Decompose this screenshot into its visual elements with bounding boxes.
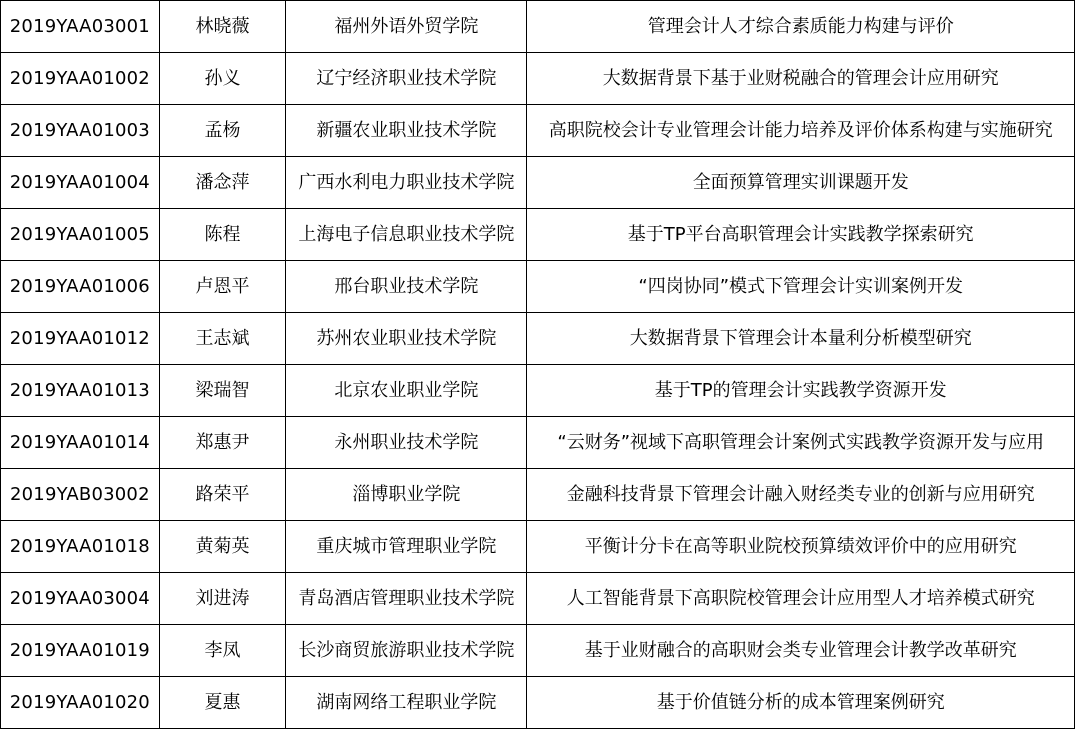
leader-name-cell: 林晓薇 bbox=[159, 1, 286, 53]
project-id-cell: 2019YAB03002 bbox=[1, 469, 160, 521]
project-id-cell: 2019YAA03004 bbox=[1, 573, 160, 625]
institution-cell: 邢台职业技术学院 bbox=[286, 261, 527, 313]
institution-cell: 长沙商贸旅游职业技术学院 bbox=[286, 625, 527, 677]
institution-cell: 重庆城市管理职业学院 bbox=[286, 521, 527, 573]
project-id-cell: 2019YAA01013 bbox=[1, 365, 160, 417]
leader-name-cell: 卢恩平 bbox=[159, 261, 286, 313]
table-row bbox=[1, 53, 1075, 105]
leader-name-cell: 李凤 bbox=[159, 625, 286, 677]
project-id-cell: 2019YAA03001 bbox=[1, 1, 160, 53]
project-title-cell: “四岗协同”模式下管理会计实训案例开发 bbox=[527, 261, 1075, 313]
project-id-cell: 2019YAA01018 bbox=[1, 521, 160, 573]
table-row bbox=[1, 521, 1075, 573]
institution-cell: 广西水利电力职业技术学院 bbox=[286, 157, 527, 209]
institution-cell: 湖南网络工程职业学院 bbox=[286, 677, 527, 729]
project-title-cell: “云财务”视域下高职管理会计案例式实践教学资源开发与应用 bbox=[527, 417, 1075, 469]
project-id-cell: 2019YAA01004 bbox=[1, 157, 160, 209]
table-row bbox=[1, 625, 1075, 677]
project-title-cell: 全面预算管理实训课题开发 bbox=[527, 157, 1075, 209]
project-title-cell: 基于TP的管理会计实践教学资源开发 bbox=[527, 365, 1075, 417]
institution-cell: 北京农业职业学院 bbox=[286, 365, 527, 417]
table-row bbox=[1, 261, 1075, 313]
project-id-cell: 2019YAA01003 bbox=[1, 105, 160, 157]
table-row bbox=[1, 677, 1075, 729]
leader-name-cell: 梁瑞智 bbox=[159, 365, 286, 417]
institution-cell: 辽宁经济职业技术学院 bbox=[286, 53, 527, 105]
table-row bbox=[1, 365, 1075, 417]
project-id-cell: 2019YAA01005 bbox=[1, 209, 160, 261]
table-row bbox=[1, 209, 1075, 261]
leader-name-cell: 潘念萍 bbox=[159, 157, 286, 209]
project-title-cell: 基于价值链分析的成本管理案例研究 bbox=[527, 677, 1075, 729]
leader-name-cell: 夏惠 bbox=[159, 677, 286, 729]
institution-cell: 福州外语外贸学院 bbox=[286, 1, 527, 53]
institution-cell: 苏州农业职业技术学院 bbox=[286, 313, 527, 365]
leader-name-cell: 黄菊英 bbox=[159, 521, 286, 573]
project-id-cell: 2019YAA01006 bbox=[1, 261, 160, 313]
project-title-cell: 基于业财融合的高职财会类专业管理会计教学改革研究 bbox=[527, 625, 1075, 677]
project-title-cell: 人工智能背景下高职院校管理会计应用型人才培养模式研究 bbox=[527, 573, 1075, 625]
project-title-cell: 大数据背景下基于业财税融合的管理会计应用研究 bbox=[527, 53, 1075, 105]
institution-cell: 上海电子信息职业技术学院 bbox=[286, 209, 527, 261]
table-row bbox=[1, 105, 1075, 157]
table-row bbox=[1, 573, 1075, 625]
institution-cell: 新疆农业职业技术学院 bbox=[286, 105, 527, 157]
table-row bbox=[1, 469, 1075, 521]
project-id-cell: 2019YAA01014 bbox=[1, 417, 160, 469]
institution-cell: 淄博职业学院 bbox=[286, 469, 527, 521]
project-id-cell: 2019YAA01019 bbox=[1, 625, 160, 677]
table-row bbox=[1, 1, 1075, 53]
leader-name-cell: 陈程 bbox=[159, 209, 286, 261]
project-title-cell: 高职院校会计专业管理会计能力培养及评价体系构建与实施研究 bbox=[527, 105, 1075, 157]
table-row bbox=[1, 417, 1075, 469]
project-id-cell: 2019YAA01002 bbox=[1, 53, 160, 105]
project-id-cell: 2019YAA01020 bbox=[1, 677, 160, 729]
institution-cell: 永州职业技术学院 bbox=[286, 417, 527, 469]
project-id-cell: 2019YAA01012 bbox=[1, 313, 160, 365]
project-title-cell: 管理会计人才综合素质能力构建与评价 bbox=[527, 1, 1075, 53]
leader-name-cell: 孙义 bbox=[159, 53, 286, 105]
leader-name-cell: 郑惠尹 bbox=[159, 417, 286, 469]
leader-name-cell: 王志斌 bbox=[159, 313, 286, 365]
project-table-body bbox=[1, 1, 1075, 729]
project-title-cell: 大数据背景下管理会计本量利分析模型研究 bbox=[527, 313, 1075, 365]
project-title-cell: 平衡计分卡在高等职业院校预算绩效评价中的应用研究 bbox=[527, 521, 1075, 573]
table-row bbox=[1, 313, 1075, 365]
table-row bbox=[1, 157, 1075, 209]
leader-name-cell: 孟杨 bbox=[159, 105, 286, 157]
project-title-cell: 基于TP平台高职管理会计实践教学探索研究 bbox=[527, 209, 1075, 261]
institution-cell: 青岛酒店管理职业技术学院 bbox=[286, 573, 527, 625]
project-title-cell: 金融科技背景下管理会计融入财经类专业的创新与应用研究 bbox=[527, 469, 1075, 521]
leader-name-cell: 刘进涛 bbox=[159, 573, 286, 625]
leader-name-cell: 路荣平 bbox=[159, 469, 286, 521]
